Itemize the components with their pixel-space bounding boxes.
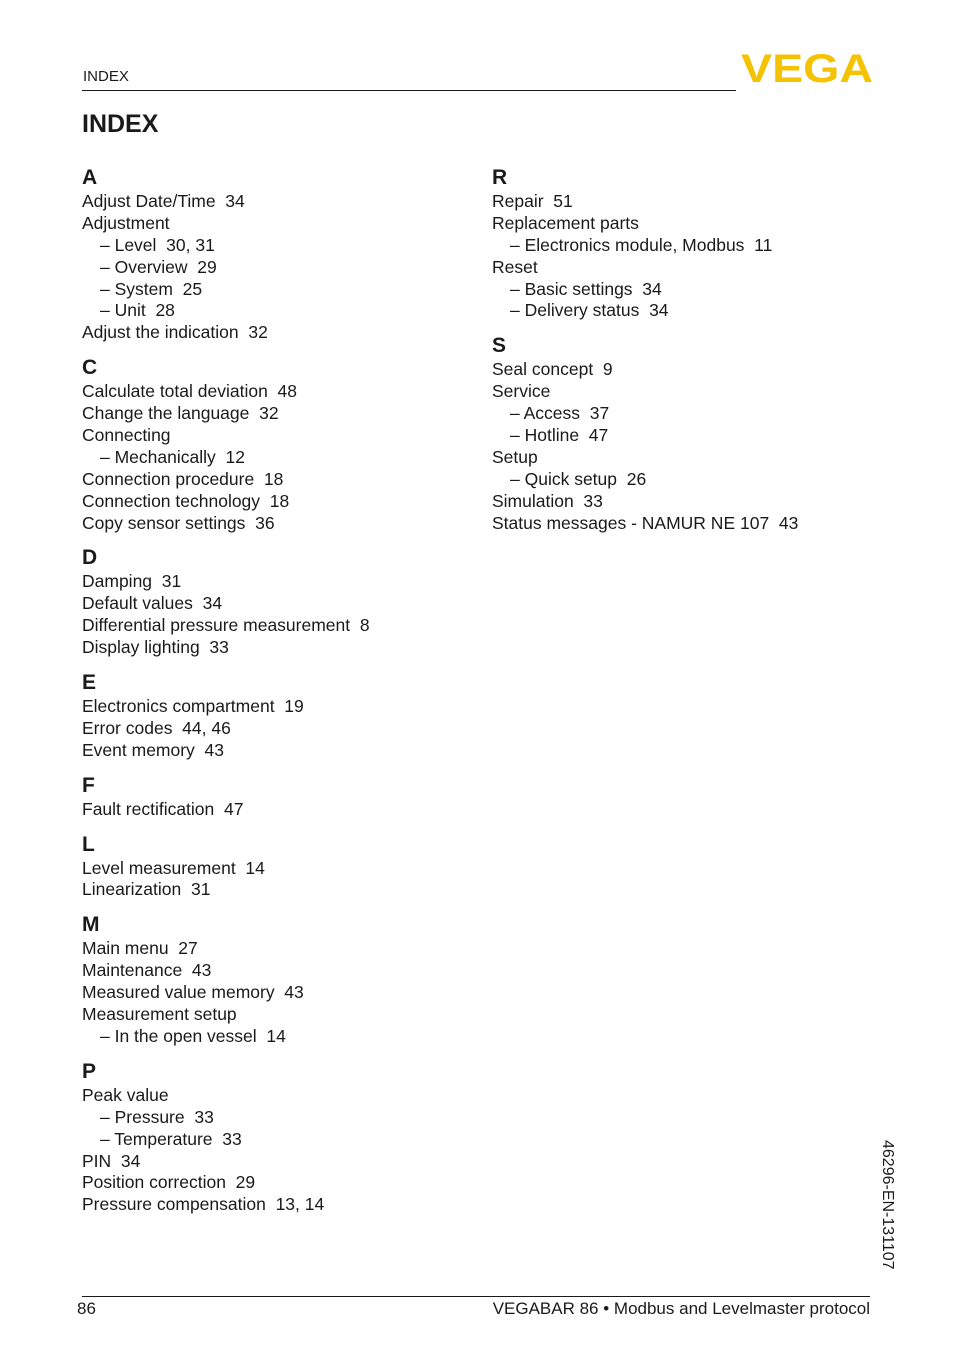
index-section-e	[82, 669, 482, 762]
index-entry: Differential pressure measurement 8	[82, 615, 370, 636]
index-entry: Adjust the indication 32	[82, 322, 268, 343]
index-entry: Repair 51	[492, 191, 573, 211]
index-entry: Change the language 32	[82, 403, 279, 424]
index-subentry: – Delivery status 34	[510, 300, 669, 321]
page-number: 86	[77, 1299, 96, 1318]
index-entry: Peak value	[82, 1084, 169, 1105]
document-code: 46296-EN-131107	[879, 1140, 896, 1270]
index-entry: Position correction 29	[82, 1172, 256, 1193]
index-subentry: – Mechanically 12	[100, 446, 245, 467]
index-entry: Adjustment	[82, 212, 170, 233]
index-entry: Setup	[492, 446, 538, 467]
index-entry: Pressure compensation 13, 14	[82, 1194, 325, 1215]
index-subentry: – Electronics module, Modbus 11	[510, 234, 773, 255]
index-entry: PIN 34	[82, 1150, 141, 1171]
index-section-l	[82, 831, 482, 902]
index-column-left	[82, 164, 482, 1226]
section-letter: C	[82, 356, 98, 380]
index-subentry: – Basic settings 34	[510, 278, 662, 299]
index-entry: Simulation 33	[492, 490, 603, 511]
index-section-s	[492, 332, 892, 534]
index-entry: Service	[492, 381, 551, 402]
footer-rule	[82, 1296, 870, 1297]
section-letter: S	[492, 334, 507, 358]
section-letter: M	[82, 913, 100, 937]
index-section-p	[82, 1058, 482, 1216]
header-rule	[82, 90, 736, 91]
index-entry: Replacement parts	[492, 212, 639, 233]
section-letter: A	[82, 166, 98, 189]
section-letter: R	[492, 166, 508, 189]
index-entry: Connecting	[82, 425, 171, 446]
section-letter: E	[82, 671, 97, 695]
index-subentry: – Pressure 33	[100, 1106, 214, 1127]
vega-logo	[741, 52, 873, 84]
index-entry: Maintenance 43	[82, 960, 212, 981]
index-entry: Error codes 44, 46	[82, 717, 231, 738]
index-subentry: – System 25	[100, 278, 203, 299]
running-header: INDEX	[83, 68, 129, 85]
index-entry: Connection technology 18	[82, 490, 290, 511]
index-subentry: – Hotline 47	[510, 425, 609, 446]
index-section-m	[82, 911, 482, 1047]
index-column-right	[492, 164, 892, 544]
index-entry: Reset	[492, 256, 538, 277]
index-subentry: – Access 37	[510, 403, 610, 424]
index-entry: Adjust Date/Time 34	[82, 191, 245, 211]
vega-logo-graphic	[741, 52, 873, 84]
index-entry: Damping 31	[82, 571, 182, 592]
index-entry: Display lighting 33	[82, 637, 229, 658]
index-section-c	[82, 354, 482, 534]
section-letter: F	[82, 773, 95, 797]
section-letter: P	[82, 1059, 97, 1083]
index-entry: Calculate total deviation 48	[82, 381, 297, 402]
index-section-f	[82, 772, 482, 821]
index-section-a	[82, 164, 482, 344]
index-entry: Measurement setup	[82, 1004, 237, 1025]
index-entry: Connection procedure 18	[82, 468, 284, 489]
footer-doc-title: VEGABAR 86 • Modbus and Levelmaster protocol	[492, 1299, 870, 1318]
index-entry: Measured value memory 43	[82, 982, 304, 1003]
index-section-r	[492, 164, 892, 322]
index-entry: Fault rectification 47	[82, 798, 244, 819]
index-entry: Linearization 31	[82, 879, 211, 900]
index-subentry: – Overview 29	[100, 256, 217, 277]
index-entry: Seal concept 9	[492, 359, 613, 380]
index-entry: Copy sensor settings 36	[82, 512, 275, 533]
index-entry: Main menu 27	[82, 938, 198, 959]
index-section-d	[82, 544, 482, 659]
section-letter: D	[82, 546, 98, 570]
index-subentry: – Temperature 33	[100, 1128, 242, 1149]
page-title: INDEX	[82, 110, 159, 138]
section-letter: L	[82, 832, 95, 856]
index-entry: Status messages - NAMUR NE 107 43	[492, 512, 799, 533]
index-subentry: – Level 30, 31	[100, 234, 215, 255]
index-subentry: – In the open vessel 14	[100, 1025, 286, 1046]
index-entry: Event memory 43	[82, 739, 224, 760]
svg-text:VEGA: VEGA	[741, 52, 873, 84]
index-entry: Default values 34	[82, 593, 223, 614]
index-subentry: – Quick setup 26	[510, 468, 647, 489]
index-entry: Level measurement 14	[82, 857, 265, 878]
index-subentry: – Unit 28	[100, 300, 175, 321]
index-entry: Electronics compartment 19	[82, 696, 304, 717]
